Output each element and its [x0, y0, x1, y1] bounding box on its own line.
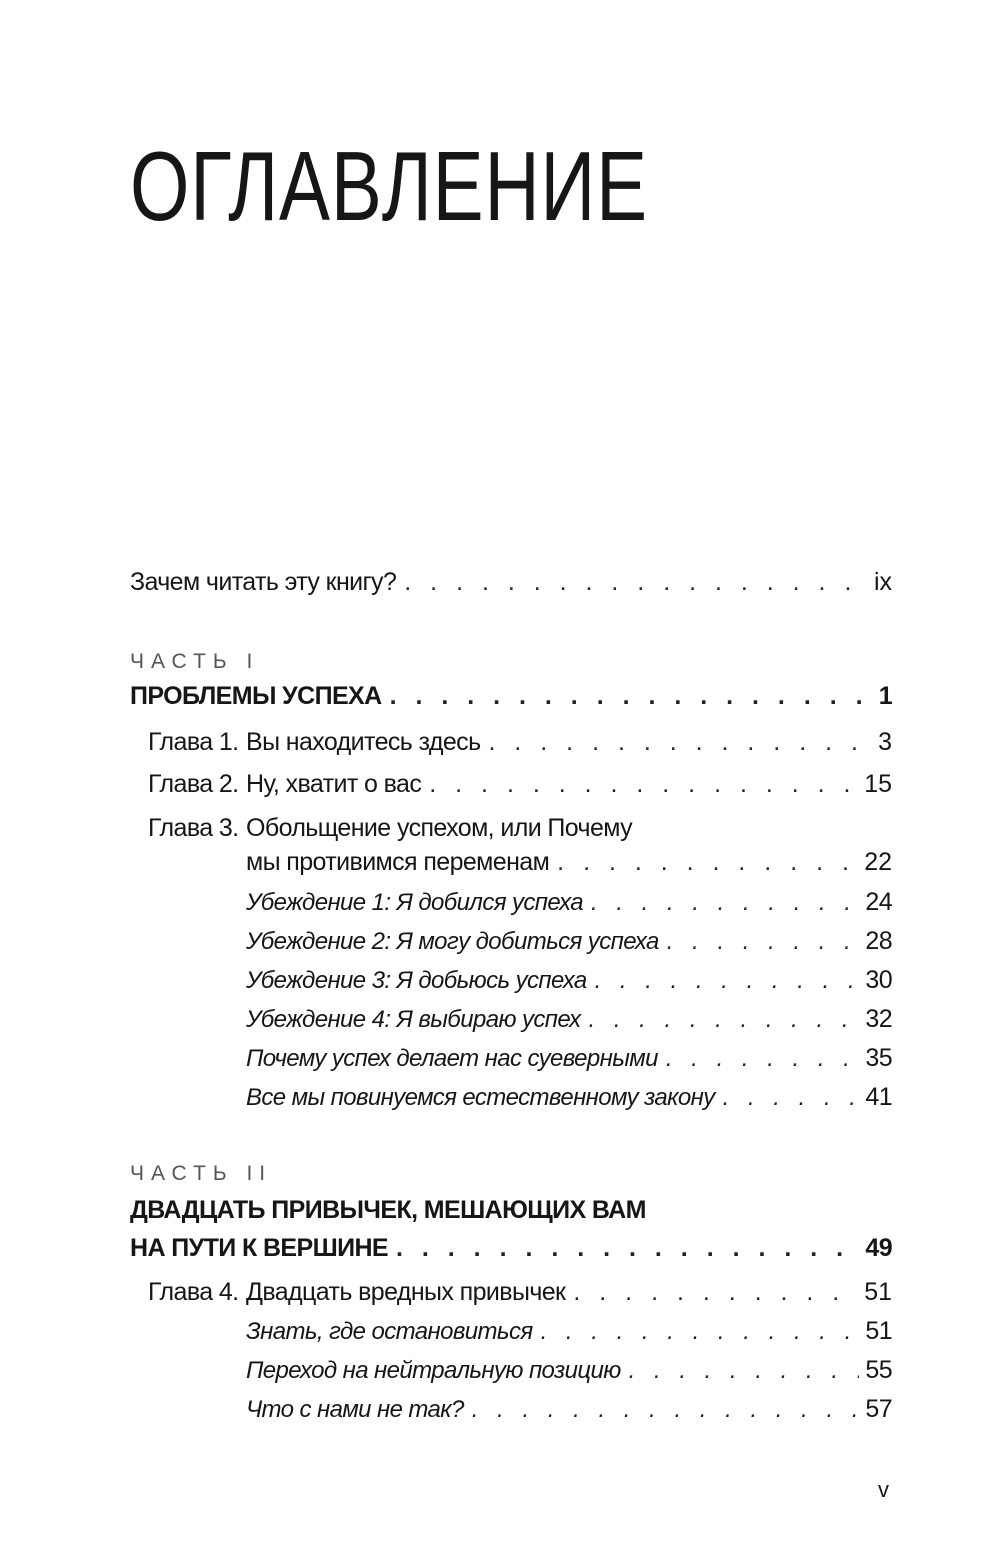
- part-label: ЧАСТЬ II: [130, 1162, 273, 1185]
- leader-dots: [557, 844, 858, 880]
- leader-dots: [723, 1080, 860, 1116]
- chapter-page: 51: [864, 1278, 892, 1306]
- toc-subsection[interactable]: [246, 1079, 892, 1115]
- chapter-number: Глава 1.: [148, 728, 239, 756]
- toc-entry-intro[interactable]: [130, 564, 892, 600]
- leader-dots: [595, 963, 860, 999]
- leader-dots: [404, 564, 868, 600]
- chapter-title-line-1[interactable]: Обольщение успехом, или Почему: [246, 814, 633, 842]
- leader-dots: [629, 1353, 860, 1389]
- part-heading-label: ПРОБЛЕМЫ УСПЕХА: [130, 682, 382, 710]
- leader-dots: [489, 724, 873, 760]
- toc-subsection[interactable]: [246, 1313, 892, 1349]
- subsection-page: 57: [865, 1395, 892, 1423]
- chapter-page: 15: [864, 770, 892, 798]
- leader-dots: [573, 1274, 858, 1310]
- toc-subsection[interactable]: [246, 884, 892, 920]
- leader-dots: [472, 1392, 860, 1428]
- leader-dots: [396, 1230, 859, 1266]
- subsection-page: 41: [865, 1083, 892, 1111]
- toc-entry-label: Зачем читать эту книгу?: [130, 568, 397, 596]
- part-heading-page: 1: [878, 682, 892, 710]
- subsection-page: 28: [865, 927, 892, 955]
- toc-chapter-1[interactable]: [246, 724, 892, 760]
- part-heading-line-1[interactable]: ДВАДЦАТЬ ПРИВЫЧЕК, МЕШАЮЩИХ ВАМ: [130, 1196, 646, 1224]
- toc-subsection[interactable]: [246, 1391, 892, 1427]
- part-heading-page: 49: [865, 1234, 892, 1262]
- chapter-page: 22: [864, 848, 892, 876]
- chapter-title-line-2: мы противимся переменам: [246, 848, 550, 876]
- page-title: ОГЛАВЛЕНИЕ: [130, 131, 648, 241]
- leader-dots: [429, 766, 858, 802]
- leader-dots: [667, 924, 860, 960]
- chapter-title: Двадцать вредных привычек: [246, 1278, 566, 1306]
- chapter-number: Глава 4.: [148, 1278, 239, 1306]
- toc-subsection[interactable]: [246, 923, 892, 959]
- page-number: v: [878, 1477, 889, 1502]
- leader-dots: [390, 678, 873, 714]
- chapter-number: Глава 2.: [148, 770, 239, 798]
- leader-dots: [666, 1041, 860, 1077]
- part-heading-label: НА ПУТИ К ВЕРШИНЕ: [130, 1234, 388, 1262]
- subsection-title: Знать, где остановиться: [246, 1318, 533, 1345]
- toc-subsection[interactable]: [246, 1352, 892, 1388]
- chapter-page: 3: [878, 728, 892, 756]
- subsection-title: Убеждение 4: Я выбираю успех: [246, 1006, 581, 1033]
- leader-dots: [541, 1314, 860, 1350]
- subsection-title: Переход на нейтральную позицию: [246, 1357, 621, 1384]
- chapter-title: Вы находитесь здесь: [246, 728, 481, 756]
- chapter-number: Глава 3.: [148, 814, 239, 842]
- toc-part-heading-1[interactable]: [130, 678, 892, 714]
- toc-subsection[interactable]: [246, 1040, 892, 1076]
- toc-chapter-3[interactable]: [246, 844, 892, 880]
- chapter-title: Ну, хватит о вас: [246, 770, 422, 798]
- toc-part-heading-2[interactable]: [130, 1230, 892, 1266]
- subsection-page: 32: [865, 1005, 892, 1033]
- subsection-title: Убеждение 1: Я добился успеха: [246, 889, 583, 916]
- subsection-title: Все мы повинуемся естественному закону: [246, 1084, 715, 1111]
- toc-chapter-2[interactable]: [246, 766, 892, 802]
- subsection-title: Убеждение 3: Я добьюсь успеха: [246, 967, 587, 994]
- subsection-title: Что с нами не так?: [246, 1396, 464, 1423]
- subsection-page: 51: [865, 1317, 892, 1345]
- leader-dots: [591, 885, 859, 921]
- subsection-page: 35: [865, 1044, 892, 1072]
- toc-entry-page: ix: [873, 568, 892, 596]
- subsection-title: Почему успех делает нас суеверными: [246, 1045, 658, 1072]
- subsection-page: 30: [865, 966, 892, 994]
- leader-dots: [588, 1002, 859, 1038]
- subsection-title: Убеждение 2: Я могу добиться успеха: [246, 928, 659, 955]
- toc-subsection[interactable]: [246, 962, 892, 998]
- toc-subsection[interactable]: [246, 1001, 892, 1037]
- subsection-page: 24: [865, 888, 892, 916]
- part-label: ЧАСТЬ I: [130, 650, 260, 673]
- toc-chapter-4[interactable]: [246, 1274, 892, 1310]
- subsection-page: 55: [865, 1356, 892, 1384]
